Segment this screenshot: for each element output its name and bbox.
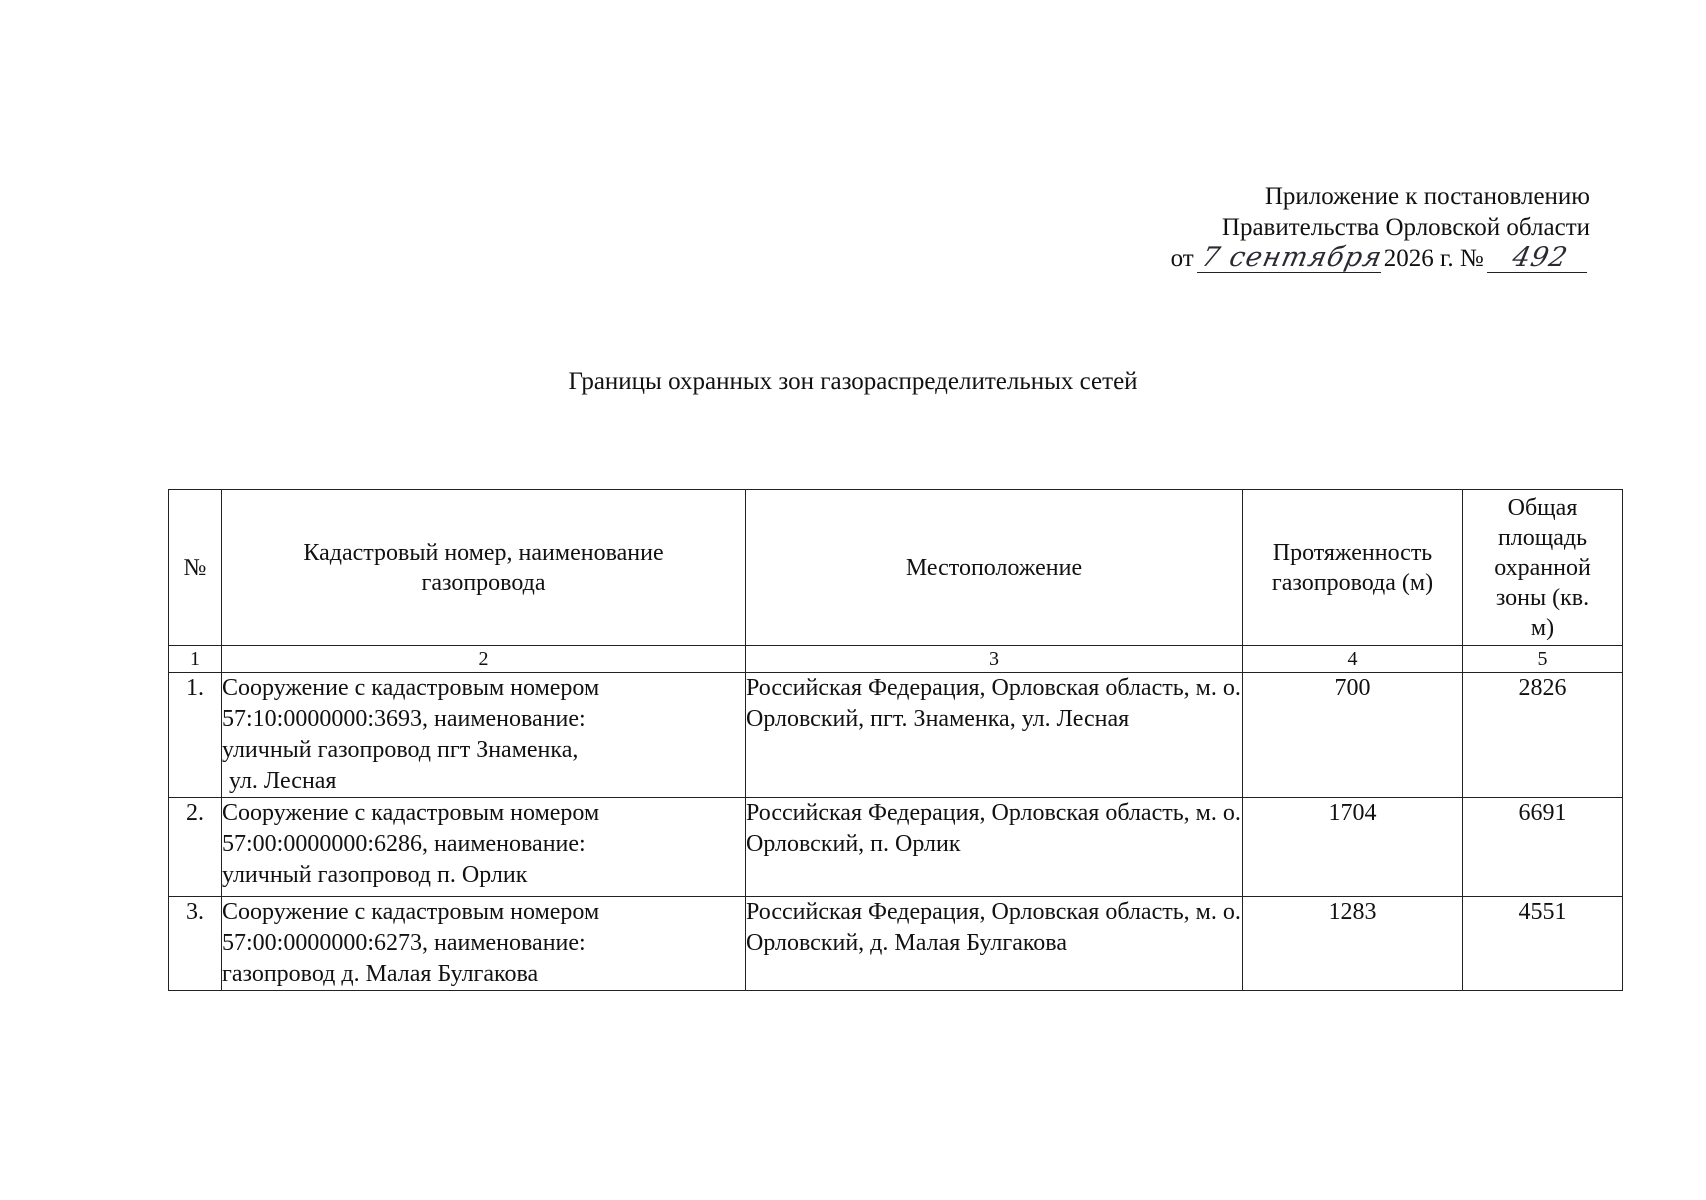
table-header-row <box>169 490 1623 646</box>
header-location: Местоположение <box>746 490 1243 646</box>
zones-table <box>168 489 1623 991</box>
cadastral-line: ул. Лесная <box>229 768 337 794</box>
length-cell: 1704 <box>1243 798 1463 897</box>
appendix-line-1: Приложение к постановлению <box>1264 183 1590 210</box>
cadastral-line: Сооружение с кадастровым номером <box>222 800 600 826</box>
location-cell: Российская Федерация, Орловская область, м. о. Орловский, пгт. Знаменка, ул. Лесная <box>746 673 1243 798</box>
cadastral-cell <box>222 673 746 798</box>
cadastral-line: 57:00:0000000:6286, наименование: <box>222 831 586 857</box>
header-area: Общая площадь охранной зоны (кв. м) <box>1463 490 1623 646</box>
table-row <box>169 798 1623 897</box>
column-number: 4 <box>1243 646 1463 673</box>
column-number: 5 <box>1463 646 1623 673</box>
location-cell: Российская Федерация, Орловская область, м. о. Орловский, п. Орлик <box>746 798 1243 897</box>
handwritten-date: 7 сентября <box>1198 242 1386 273</box>
cadastral-cell <box>222 897 746 991</box>
row-number: 2. <box>169 798 222 897</box>
appendix-line-2: Правительства Орловской области <box>1221 214 1590 241</box>
year-text: 2026 г. № <box>1383 245 1484 272</box>
column-number: 2 <box>222 646 746 673</box>
column-number-row <box>169 646 1623 673</box>
table-row <box>169 673 1623 798</box>
appendix-block <box>1171 181 1590 274</box>
header-number: № <box>169 490 222 646</box>
cadastral-line: Сооружение с кадастровым номером <box>222 675 600 701</box>
date-prefix: от <box>1170 245 1194 272</box>
header-length: Протяженность газопровода (м) <box>1243 490 1463 646</box>
area-cell: 6691 <box>1463 798 1623 897</box>
header-cadastral: Кадастровый номер, наименование газопровода <box>222 490 746 646</box>
table-row <box>169 897 1623 991</box>
cadastral-line: Сооружение с кадастровым номером <box>222 899 600 925</box>
row-number: 1. <box>169 673 222 798</box>
area-cell: 4551 <box>1463 897 1623 991</box>
cadastral-line: газопровод д. Малая Булгакова <box>222 961 539 987</box>
cadastral-line: 57:10:0000000:3693, наименование: <box>222 706 586 732</box>
row-number: 3. <box>169 897 222 991</box>
area-cell: 2826 <box>1463 673 1623 798</box>
cadastral-line: уличный газопровод п. Орлик <box>222 862 528 888</box>
length-cell: 1283 <box>1243 897 1463 991</box>
column-number: 1 <box>169 646 222 673</box>
appendix-date-line <box>1171 243 1590 274</box>
document-title: Границы охранных зон газораспределительных сетей <box>568 368 1138 395</box>
column-number: 3 <box>746 646 1243 673</box>
cadastral-line: 57:00:0000000:6273, наименование: <box>222 930 586 956</box>
cadastral-line: уличный газопровод пгт Знаменка, <box>222 737 579 763</box>
handwritten-number: 492 <box>1487 244 1593 273</box>
length-cell: 700 <box>1243 673 1463 798</box>
cadastral-cell <box>222 798 746 897</box>
location-cell: Российская Федерация, Орловская область, м. о. Орловский, д. Малая Булгакова <box>746 897 1243 991</box>
